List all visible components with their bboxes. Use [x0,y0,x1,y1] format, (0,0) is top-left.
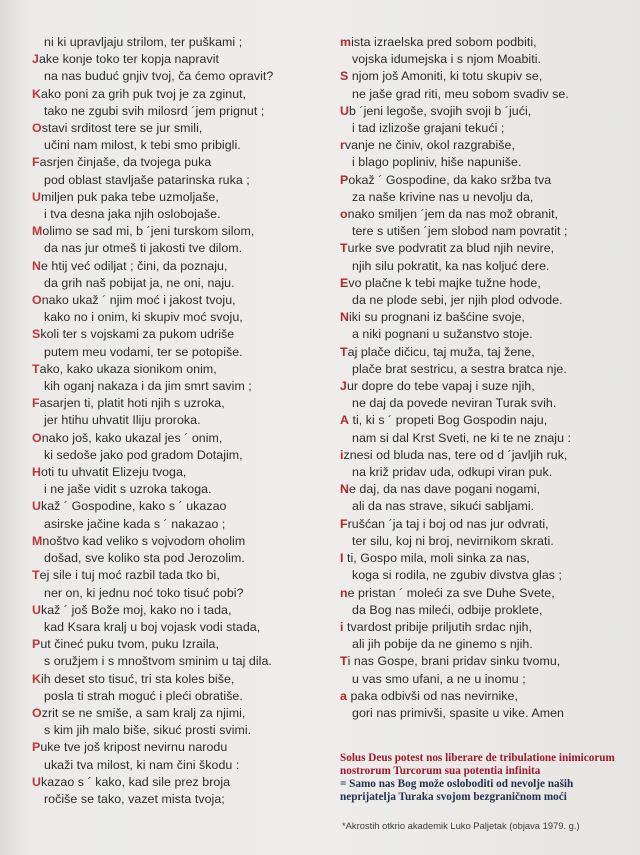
poem-line [32,172,332,189]
poem-line [32,86,332,103]
line-text: na nas buduć gnjiv tvoj, ča ćemo opravit? [44,69,274,84]
acrostic-initial: i [340,619,344,634]
poem-line [340,671,630,688]
poem-line [340,395,630,412]
line-text: zrit se ne smiše, a sam kralj za njimi, [41,705,246,720]
acrostic-initial: N [32,258,41,273]
acrostic-initial: I [340,551,344,566]
poem-line [32,636,332,653]
poem-line [32,103,332,120]
line-text: kaž ´ još Bože moj, kako no i tada, [41,602,232,617]
acrostic-initial: N [340,482,349,497]
line-text: tako ne zgubi svih milosrd ´jem prignut ; [44,103,265,118]
line-text: ročiše se tako, vazet mista tvoja; [44,791,225,806]
poem-line [32,567,332,584]
poem-line [32,430,332,447]
poem-line [340,258,630,275]
line-text: znesi od bluda nas, tere od d ´javljih ruk, [343,447,568,462]
right-column [340,34,630,722]
line-text: da ne plode sebi, jer njih plod odvode. [352,293,563,308]
line-text: paka odbivši od nas nevirnike, [346,688,518,703]
line-text: s kim jih malo biše, sikuć prosti svimi. [44,723,252,738]
line-text: ih deset sto tisuć, tri sta koles biše, [41,671,235,686]
line-text: ti, Gospo mila, moli sinka za nas, [343,551,530,566]
poem-line [32,258,332,275]
acrostic-initial: T [340,654,348,669]
line-text: vo plačne k tebi majke tužne hode, [348,275,541,290]
poem-line [32,447,332,464]
poem-line [340,292,630,309]
line-text: i nas Gospe, brani pridav sinku tvomu, [347,654,561,669]
line-text: e htij već odiljat ; čini, da poznaju, [41,258,228,273]
line-text: ti, ki s ´ propeti Bog Gospodin naju, [349,413,548,428]
line-text: urke sve podvratit za blud njih nevire, [347,241,555,256]
acrostic-initial: O [32,705,42,720]
poem-line [340,206,630,223]
poem-line [32,619,332,636]
poem-line [340,172,630,189]
line-text: ake konje toko ter kopja napravit [38,52,219,67]
poem-line [32,137,332,154]
poem-line [32,189,332,206]
line-text: vojska idumejska i s njom Moabiti. [352,52,542,67]
poem-line [32,68,332,85]
poem-line [32,51,332,68]
line-text: putem meu vodami, ter se potopiše. [44,344,243,359]
line-text: kazao s ´ kako, kad sile prez broja [41,774,231,789]
line-text: ista izraelska pred sobom podbiti, [351,35,537,49]
acrostic-initial: N [340,310,349,325]
poem-line [32,412,332,429]
poem-line [340,653,630,670]
acrostic-initial: U [32,602,41,617]
poem-line [32,481,332,498]
line-text: ter silu, koj ni broj, nevirnikom skrati. [352,533,554,548]
acrostic-initial: U [340,103,349,118]
line-text: došad, sve koliko sta pod Jerozolim. [44,551,245,566]
line-text: kih oganj nakaza i da jim smrt savim ; [44,379,252,394]
poem-line [32,275,332,292]
line-text: e pristan ´ moleći za sve Duhe Svete, [347,585,555,600]
poem-line [32,326,332,343]
acrostic-initial: A [340,413,349,428]
line-text: ut čineć puku tvom, puku Izraila, [40,637,219,652]
poem-line [340,86,630,103]
croatian-translation-note: = Samo nas Bog može osloboditi od nevolje naših neprijatelja Turaka svojom bezgraničnom moći [340,778,574,803]
line-text: i tva desna jaka njih oslobojaše. [44,207,221,222]
left-column [32,34,332,808]
poem-line [340,103,630,120]
line-text: nako još, kako ukazal jes ´ onim, [41,430,223,445]
poem-line [340,412,630,429]
acrostic-initial: S [340,69,349,84]
acrostic-initial: K [32,671,41,686]
footnote: *Akrostih otkrio akademik Luko Paljetak (objava 1979. g.) [342,820,580,831]
poem-line [32,240,332,257]
poem-line [340,688,630,705]
acrostic-initial: o [340,207,348,222]
acrostic-initial: O [32,430,42,445]
acrostic-initial: O [32,121,42,136]
poem-line [340,567,630,584]
poem-line [32,757,332,774]
poem-line [340,326,630,343]
line-text: ako, kako ukaza sionikom onim, [39,361,217,376]
line-text: olimo se sad mi, b ´jeni turskom silom, [42,224,255,239]
poem-line [340,120,630,137]
poem-line [340,68,630,85]
line-text: njih silu pokratit, ka nas koljuć dere. [352,258,550,273]
poem-line [32,653,332,670]
poem-line [32,550,332,567]
acrostic-initial: T [340,241,348,256]
line-text: oti tu uhvatit Elizeju tvoga, [41,465,187,480]
line-text: njom još Amoniti, ki totu skupiv se, [348,69,543,84]
line-text: da grih naš pobijat ja, ne oni, naju. [44,275,235,290]
acrostic-initial: T [32,568,40,583]
line-text: ukaži tva milost, ki nam čini škodu : [44,757,240,772]
acrostic-initial: U [32,189,41,204]
poem-line [340,550,630,567]
poem-line [340,275,630,292]
acrostic-initial: T [340,344,348,359]
poem-line [32,223,332,240]
line-text: vanje ne činiv, okol razgrabiše, [344,138,515,153]
line-text: na križ pridav uda, odkupi viran puk. [352,465,553,480]
line-text: asarjen ti, platit hoti njih s uzroka, [39,396,225,411]
line-text: aj plače dičicu, taj muža, taj žene, [347,344,535,359]
poem-line [340,602,630,619]
line-text: asrjen činjaše, da tvojega puka [39,155,212,170]
acrostic-initial: O [32,293,42,308]
line-text: tere s utišen ´jem slobod nam povratit ; [352,224,568,239]
line-text: i ne jaše vidit s uzroka takoga. [44,482,212,497]
poem-line [32,688,332,705]
poem-line [340,240,630,257]
line-text: e daj, da nas dave pogani nogami, [349,482,541,497]
line-text: nam si dal Krst Sveti, ne ki te ne znaju : [352,430,572,445]
poem-line [340,619,630,636]
poem-line [32,361,332,378]
poem-line [340,533,630,550]
line-text: da nas jur otmeš ti jakosti tve dilom. [44,241,243,256]
poem-line [32,585,332,602]
acrostic-initial: F [340,516,348,531]
acrostic-initial: i [340,447,344,462]
acrostic-initial: P [32,637,41,652]
line-text: koga si rodila, ne zgubiv divstva glas ; [352,568,562,583]
line-text: pod oblast stavljaše patarinska ruka ; [44,172,250,187]
line-text: ur dopre do tebe vapaj i suze njih, [346,379,535,394]
poem-line [32,498,332,515]
line-text: kad Ksara kralj u boj vojask vodi stada, [44,619,261,634]
poem-line [340,481,630,498]
line-text: u vas smo ufani, a ne u inomu ; [352,671,526,686]
line-text: ki sedoše jako pod gradom Dotajim, [44,447,243,462]
acrostic-initial: a [340,688,347,703]
poem-line [32,344,332,361]
poem-line [340,223,630,240]
line-text: rušćan ´ja taj i boj od nas jur odvrati, [347,516,549,531]
poem-line [340,447,630,464]
line-text: tvardost pribije priljutih srdac njih, [343,619,533,634]
acrostic-initial: J [32,52,39,67]
poem-line [340,516,630,533]
poem-line [340,430,630,447]
poem-line [340,189,630,206]
line-text: kaž ´ Gospodine, kako s ´ ukazao [41,499,227,514]
poem-line [340,636,630,653]
poem-line [32,722,332,739]
acrostic-initial: S [32,327,41,342]
acrostic-initial: F [32,155,40,170]
poem-line [340,585,630,602]
poem-line [32,533,332,550]
poem-line [32,309,332,326]
poem-line [32,774,332,791]
poem-line [340,344,630,361]
line-text: s oružjem i s mnoštvom sminim u taj dila. [44,654,272,669]
poem-line [340,309,630,326]
line-text: nako ukaž ´ njim moć i jakost tvoju, [41,293,236,308]
line-text: ner on, ki jednu noć toko tisuć pobi? [44,585,244,600]
line-text: iki su prognani iz bašćine svoje, [349,310,525,325]
acrostic-initial: E [340,275,349,290]
acrostic-initial: M [32,224,43,239]
poem-line [32,34,332,51]
poem-line [340,705,630,722]
line-text: ej sile i tuj moć razbil tada tko bi, [39,568,220,583]
line-text: okaž ´ Gospodine, da kako sržba tva [348,172,552,187]
poem-line [32,292,332,309]
line-text: asirske jačine kada s ´ nakazao ; [44,516,226,531]
poem-line [340,51,630,68]
acrostic-initial: T [32,361,40,376]
acrostic-initial: P [340,172,349,187]
acrostic-initial: K [32,86,41,101]
line-text: jer htihu uhvatit Iliju proroka. [44,413,201,428]
line-text: uke tve još kripost nevirnu narodu [40,740,228,755]
poem-line [340,154,630,171]
acrostic-initial: H [32,465,41,480]
acrostic-initial: U [32,774,41,789]
poem-line [340,378,630,395]
poem-line [340,137,630,154]
line-text: b ´jeni legoše, svojih svoji b ´jući, [349,103,532,118]
poem-line [340,361,630,378]
poem-line [32,120,332,137]
line-text: ni ki upravljaju strilom, ter puškami ; [44,35,243,49]
line-text: ali jih pobije da ne ginemo s njih. [352,637,533,652]
acrostic-initial: M [32,533,43,548]
poem-line [32,395,332,412]
line-text: miljen puk paka tebe uzmoljaše, [41,189,219,204]
poem-line [32,705,332,722]
poem-line [32,464,332,481]
acrostic-initial: r [340,138,345,153]
poem-line [32,378,332,395]
line-text: nako smiljen ´jem da nas mož obranit, [347,207,559,222]
acrostic-initial: U [32,499,41,514]
line-text: ne daj da povede neviran Turak svih. [352,396,557,411]
line-text: stavi srditost tere se jur smili, [41,121,203,136]
poem-line [32,671,332,688]
line-text: ali da nas strave, sikući sabljami. [352,499,535,514]
line-text: noštvo kad veliko s vojvodom oholim [42,533,246,548]
line-text: kako no i onim, ki skupiv moć svoju, [44,310,243,325]
poem-line [32,791,332,808]
poem-line [32,206,332,223]
poem-line [32,516,332,533]
latin-acrostic-note: Solus Deus potest nos liberare de tribulatione inimicorum nostrorum Turcorum sua potentia infinita [340,752,615,777]
line-text: gori nas primivši, spasite u vike. Amen [352,705,564,720]
acrostic-initial: n [340,585,348,600]
poem-line [32,739,332,756]
line-text: da Bog nas mileći, odbije proklete, [352,602,543,617]
line-text: ako poni za grih puk tvoj je za zginut, [41,86,247,101]
line-text: i blago popliniv, hiše napuniše. [352,155,522,170]
acrostic-initial: m [340,35,352,49]
poem-line [340,34,630,51]
line-text: a niki pognani u sužanstvo stoje. [352,327,533,342]
poem-line [340,464,630,481]
line-text: koli ter s vojskami za pukom udriše [40,327,235,342]
line-text: ne jaše grad riti, meu sobom svadiv se. [352,86,569,101]
acrostic-initial: P [32,740,41,755]
acrostic-initial: F [32,396,40,411]
line-text: i tad izlizoše grajani tekući ; [352,121,505,136]
acrostic-initial: J [340,379,347,394]
poem-line [32,602,332,619]
line-text: plače brat sestricu, a sestra bratca nje. [352,361,567,376]
line-text: posla ti strah moguć i pleći obratiše. [44,688,243,703]
poem-line [32,154,332,171]
poem-line [340,498,630,515]
line-text: za naše krivine nas u nevolju da, [352,189,534,204]
line-text: učini nam milost, k tebi smo pribigli. [44,138,241,153]
